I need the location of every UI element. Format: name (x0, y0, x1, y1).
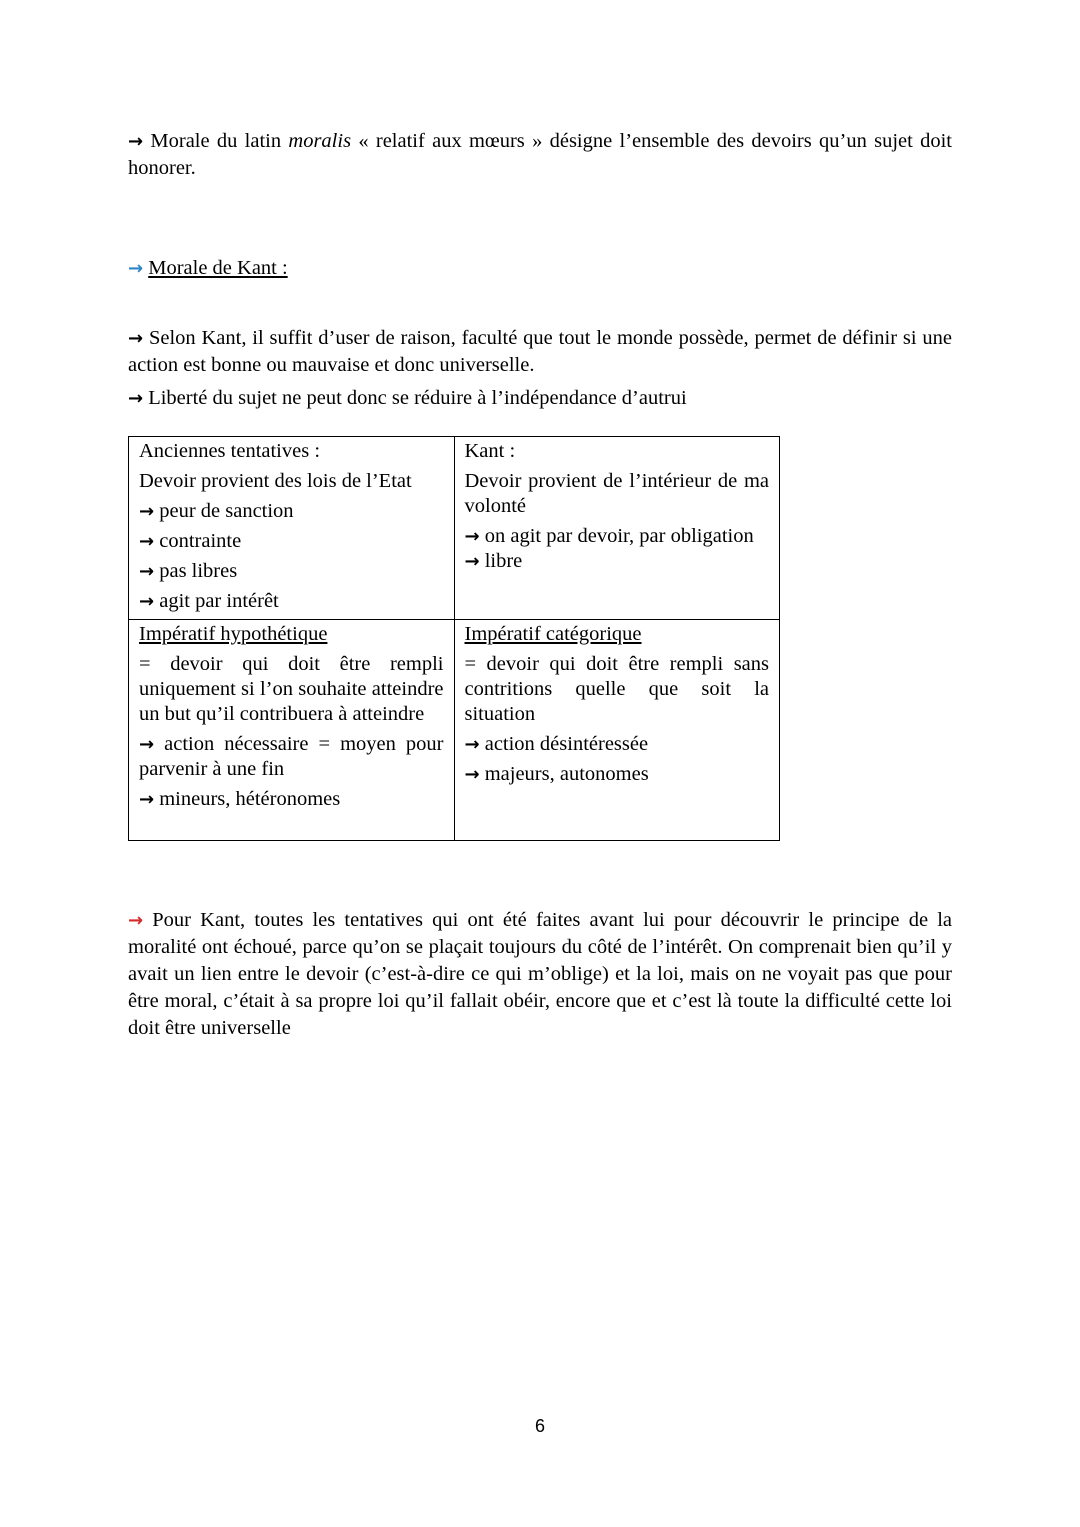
arrow-icon: → (139, 561, 155, 582)
arrow-icon: → (139, 734, 155, 755)
arrow-icon: → (464, 764, 480, 785)
cell-kant: Kant : Devoir provient de l’intérieur de ma volonté → on agit par devoir, par obligation → libre (454, 437, 780, 620)
list-item: → mineurs, hétéronomes (139, 788, 341, 810)
arrow-icon: → (128, 328, 144, 349)
table-row (129, 437, 780, 620)
list-item: → peur de sanction (139, 500, 294, 522)
list-item: → libre (464, 550, 523, 572)
list-item: → pas libres (139, 560, 238, 582)
arrow-icon: → (139, 501, 155, 522)
point-2: → Liberté du sujet ne peut donc se réduire à l’indépendance d’autrui (128, 387, 687, 409)
arrow-icon: → (128, 388, 144, 409)
list-item: → action nécessaire = moyen pour parvenir à une fin (139, 733, 444, 780)
comparison-table (128, 436, 780, 841)
cell-imperatif-hypothetique: Impératif hypothétique = devoir qui doit être rempli uniquement si l’on souhaite atteindre un but qu’il contribuera à atteindre → action nécessaire = moyen pour parvenir à une fin → mineurs, hétéronomes (129, 620, 455, 841)
point-1: → Selon Kant, il suffit d’user de raison, faculté que tout le monde possède, permet de définir si une action est bonne ou mauvaise et donc universelle. (128, 327, 952, 376)
arrow-icon: → (464, 734, 480, 755)
arrow-icon: → (139, 591, 155, 612)
conclusion-paragraph: → Pour Kant, toutes les tentatives qui ont été faites avant lui pour découvrir le principe de la moralité ont échoué, parce qu’on se plaçait toujours du côté de l’intérêt. On comprenait bien qu’il y avait un lien entre le devoir (c’est-à-dire ce qui m’oblige) et la loi, mais on ne voyait pas que pour être moral, c’était à sa propre loi qu’il fallait obéir, encore que et c’est là toute la difficulté cette loi doit être universelle (128, 909, 953, 1039)
list-item: → majeurs, autonomes (464, 763, 649, 785)
table-row (129, 620, 780, 841)
arrow-icon: → (128, 131, 144, 152)
section-heading (128, 255, 952, 282)
cell-title: Impératif catégorique (464, 623, 642, 645)
list-item: → on agit par devoir, par obligation (464, 525, 754, 547)
intro-paragraph: → Morale du latin moralis « relatif aux mœurs » désigne l’ensemble des devoirs qu’un sujet doit honorer. (128, 130, 953, 179)
red-arrow-icon: → (128, 910, 144, 931)
cell-imperatif-categorique: Impératif catégorique = devoir qui doit être rempli sans contritions quelle que soit la situation → action désintéressée → majeurs, autonomes (454, 620, 780, 841)
list-item: → contrainte (139, 530, 242, 552)
latin-term: moralis (288, 130, 352, 152)
cell-title: Impératif hypothétique (139, 623, 328, 645)
arrow-icon: → (139, 531, 155, 552)
list-item: → agit par intérêt (139, 590, 279, 612)
page-number: 6 (534, 1416, 545, 1436)
arrow-icon: → (464, 526, 480, 547)
list-item: → action désintéressée (464, 733, 649, 755)
blue-arrow-icon: → (128, 258, 144, 279)
arrow-icon: → (464, 551, 480, 572)
arrow-icon: → (139, 789, 155, 810)
cell-anciennes-tentatives: Anciennes tentatives : Devoir provient des lois de l’Etat → peur de sanction → contrainte → pas libres → agit par intérêt (129, 437, 455, 620)
heading-text: Morale de Kant : (148, 257, 288, 279)
